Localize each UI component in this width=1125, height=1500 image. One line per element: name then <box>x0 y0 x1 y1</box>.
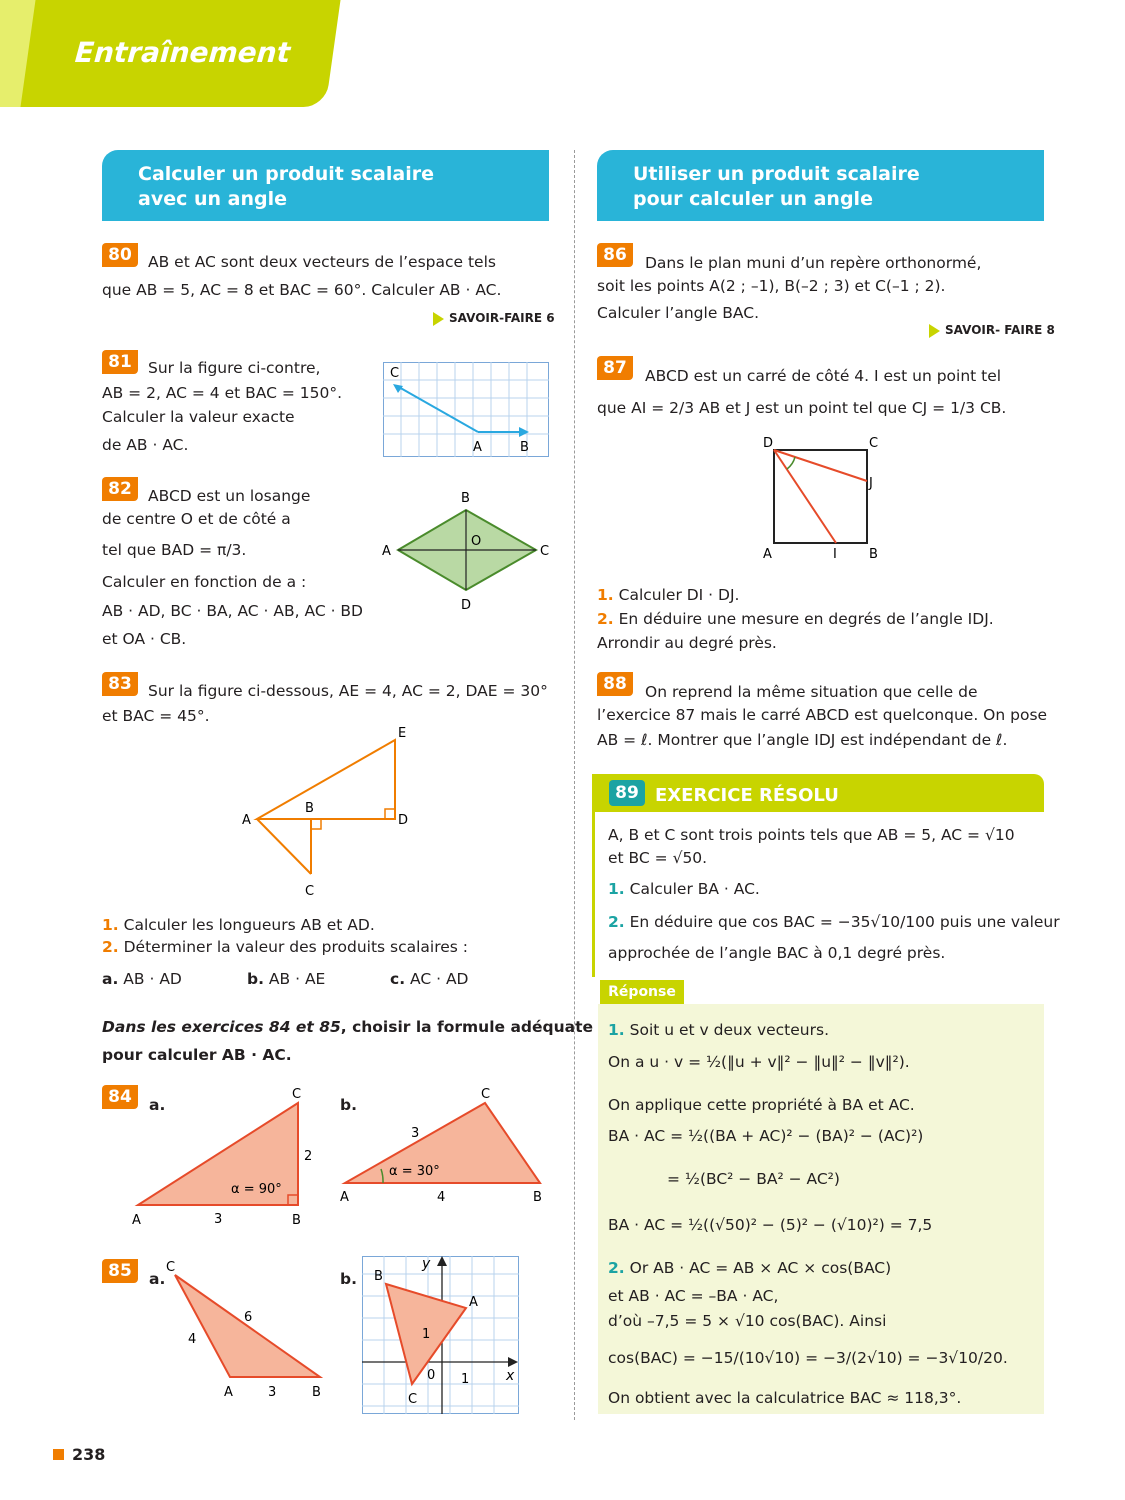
ex87-line1: ABCD est un carré de côté 4. I est un point tel <box>645 367 1002 385</box>
page-title: Entraînement <box>73 36 292 69</box>
ex85a-label-c: C <box>166 1260 176 1275</box>
play-icon <box>433 312 444 326</box>
ex87-q2: 2. En déduire une mesure en degrés de l’angle IDJ. <box>597 610 994 628</box>
right-section-title-1: Utiliser un produit scalaire <box>633 163 920 185</box>
ex82-label-b: B <box>461 491 470 506</box>
ex82-label-a: A <box>382 544 391 559</box>
ex89-q2b: approchée de l’angle BAC à 0,1 degré près. <box>608 944 946 962</box>
savoir-faire-8-link[interactable]: SAVOIR- FAIRE 8 <box>929 323 1055 338</box>
ex85b-axis-y: y <box>422 1256 431 1272</box>
intro-84-85-line2: pour calculer AB · AC. <box>102 1046 292 1064</box>
ex86-line2: soit les points A(2 ; –1), B(–2 ; 3) et C(–1 ; 2). <box>597 277 946 295</box>
ex83-qc: c. AC · AD <box>390 970 469 988</box>
ex81-label-b: B <box>520 440 529 455</box>
exercise-88-number: 88 <box>597 672 633 696</box>
ex84b-triangle <box>335 1083 550 1228</box>
ex85b-tick-y1: 1 <box>422 1327 431 1342</box>
ex84b-label-a: A <box>340 1190 349 1205</box>
ex82-label-d: D <box>461 598 472 613</box>
ex85b-label-c: C <box>408 1392 418 1407</box>
ex85a-side-ab: 3 <box>268 1385 277 1400</box>
ex85b-tick-x1: 1 <box>461 1372 470 1387</box>
ex85a-label-b: B <box>312 1385 321 1400</box>
ex80-line2: que AB = 5, AC = 8 et BAC = 60°. Calculer AB · AC. <box>102 281 502 299</box>
ex83-label-e: E <box>398 726 407 741</box>
ex82-label-c: C <box>540 544 550 559</box>
ex89-r8: et AB · AC = –BA · AC, <box>608 1287 779 1305</box>
exercise-83-number: 83 <box>102 672 138 696</box>
ex81-line2: AB = 2, AC = 4 et BAC = 150°. <box>102 384 343 402</box>
ex81-line1: Sur la figure ci-contre, <box>148 359 321 377</box>
ex88-line2: l’exercice 87 mais le carré ABCD est quelconque. On pose <box>597 706 1048 724</box>
ex89-r1: 1. Soit u et v deux vecteurs. <box>608 1021 829 1039</box>
intro-84-85-line1: Dans les exercices 84 et 85, choisir la formule adéquate <box>102 1018 594 1036</box>
ex85-b-label: b. <box>340 1270 357 1288</box>
ex81-line4: de AB · AC. <box>102 436 189 454</box>
ex89-r7: 2. Or AB · AC = AB × AC × cos(BAC) <box>608 1259 892 1277</box>
ex87-label-i: I <box>833 547 837 562</box>
ex84b-angle: α = 30° <box>389 1164 440 1179</box>
page-number: 238 <box>72 1445 106 1464</box>
ex89-r2: On a u · v = ½(‖u + v‖² − ‖u‖² − ‖v‖²). <box>608 1053 910 1071</box>
ex83-line2: et BAC = 45°. <box>102 707 210 725</box>
ex85b-label-b: B <box>374 1269 383 1284</box>
ex81-label-c: C <box>390 366 400 381</box>
ex89-q1: 1. Calculer BA · AC. <box>608 880 760 898</box>
ex87-label-b: B <box>869 547 878 562</box>
ex82-line2: de centre O et de côté a <box>102 510 291 528</box>
ex89-line2: et BC = √50. <box>608 849 708 867</box>
right-section-header <box>597 150 1044 221</box>
ex83-qa: a. AB · AD <box>102 970 182 988</box>
ex86-line1: Dans le plan muni d’un repère orthonormé, <box>645 254 982 272</box>
ex89-r10: cos(BAC) = −15/(10√10) = −3/(2√10) = −3√10/20. <box>608 1349 1008 1367</box>
ex81-line3: Calculer la valeur exacte <box>102 408 295 426</box>
ex83-q2: 2. Déterminer la valeur des produits scalaires : <box>102 938 469 956</box>
ex84b-side-ab: 4 <box>437 1190 446 1205</box>
ex89-title: EXERCICE RÉSOLU <box>655 785 839 806</box>
ex84a-triangle <box>125 1083 330 1228</box>
ex82-line4: Calculer en fonction de a : <box>102 573 307 591</box>
ex85b-origin: 0 <box>427 1368 436 1383</box>
ex83-label-d: D <box>398 813 409 828</box>
ex84-a-label: a. <box>149 1096 166 1114</box>
ex89-r4: BA · AC = ½((BA + AC)² − (BA)² − (AC)²) <box>608 1127 924 1145</box>
ex87-label-d: D <box>763 436 774 451</box>
ex84b-side-ac: 3 <box>411 1126 420 1141</box>
ex87-q1: 1. Calculer DI · DJ. <box>597 586 740 604</box>
page-number-marker <box>53 1449 64 1460</box>
ex89-answer-label: Réponse <box>600 980 684 1004</box>
ex87-label-c: C <box>869 436 879 451</box>
exercise-85-number: 85 <box>102 1259 138 1283</box>
ex84a-side-bc: 2 <box>304 1149 313 1164</box>
ex89-r11: On obtient avec la calculatrice BAC ≈ 118,3°. <box>608 1389 962 1407</box>
ex85a-triangle <box>160 1255 335 1403</box>
ex84b-label-b: B <box>533 1190 542 1205</box>
ex88-line3: AB = ℓ. Montrer que l’angle IDJ est indépendant de ℓ. <box>597 731 1008 749</box>
ex85b-grid-figure <box>362 1256 519 1414</box>
exercise-80-number: 80 <box>102 243 138 267</box>
play-icon <box>929 324 940 338</box>
ex84-b-label: b. <box>340 1096 357 1114</box>
ex83-q1: 1. Calculer les longueurs AB et AD. <box>102 916 375 934</box>
exercise-81-number: 81 <box>102 350 138 374</box>
column-divider <box>574 150 575 1420</box>
ex89-r9: d’où –7,5 = 5 × √10 cos(BAC). Ainsi <box>608 1312 887 1330</box>
ex86-line3: Calculer l’angle BAC. <box>597 304 759 322</box>
left-section-title-1: Calculer un produit scalaire <box>138 163 434 185</box>
exercise-89-number: 89 <box>609 780 645 806</box>
ex84a-angle: α = 90° <box>231 1182 282 1197</box>
ex89-r5: = ½(BC² − BA² − AC²) <box>667 1170 840 1188</box>
ex82-rhombus-figure <box>378 485 553 615</box>
ex89-q2: 2. En déduire que cos BAC = −35√10/100 puis une valeur <box>608 913 1060 931</box>
right-section-title-2: pour calculer un angle <box>633 188 873 210</box>
ex83-line1: Sur la figure ci-dessous, AE = 4, AC = 2, DAE = 30° <box>148 682 548 700</box>
exercise-84-number: 84 <box>102 1085 138 1109</box>
ex83-qb: b. AB · AE <box>247 970 326 988</box>
ex84a-label-a: A <box>132 1213 141 1228</box>
exercise-82-number: 82 <box>102 477 138 501</box>
ex85b-label-a: A <box>469 1295 478 1310</box>
savoir-faire-6-link[interactable]: SAVOIR-FAIRE 6 <box>433 311 555 326</box>
ex83-label-b: B <box>305 801 314 816</box>
ex87-label-a: A <box>763 547 772 562</box>
ex80-line1: AB et AC sont deux vecteurs de l’espace tels <box>148 253 496 271</box>
ex89-r6: BA · AC = ½((√50)² − (5)² − (√10)²) = 7,5 <box>608 1216 933 1234</box>
ex84b-label-c: C <box>481 1087 491 1102</box>
ex84a-label-b: B <box>292 1213 301 1228</box>
ex81-label-a: A <box>473 440 482 455</box>
ex85a-label-a: A <box>224 1385 233 1400</box>
ex84a-label-c: C <box>292 1087 302 1102</box>
ex82-label-o: O <box>471 534 482 549</box>
ex81-figure <box>383 362 549 457</box>
ex85-a-label: a. <box>149 1270 166 1288</box>
ex84a-side-ab: 3 <box>214 1212 223 1227</box>
ex87-line2: que AI = 2/3 AB et J est un point tel que CJ = 1/3 CB. <box>597 399 1007 417</box>
ex87-label-j: J <box>869 476 873 491</box>
ex89-line1: A, B et C sont trois points tels que AB = 5, AC = √10 <box>608 826 1015 844</box>
exercise-87-number: 87 <box>597 356 633 380</box>
ex82-line3: tel que BAD = π/3. <box>102 541 247 559</box>
ex87-q2b: Arrondir au degré près. <box>597 634 777 652</box>
ex82-line5: AB · AD, BC · BA, AC · AB, AC · BD <box>102 602 363 620</box>
left-section-header <box>102 150 549 221</box>
ex85a-side-bc: 6 <box>244 1310 253 1325</box>
ex85b-axis-x: x <box>506 1368 515 1384</box>
ex82-line6: et OA · CB. <box>102 630 187 648</box>
ex85a-side-ac: 4 <box>188 1332 197 1347</box>
left-section-title-2: avec un angle <box>138 188 287 210</box>
ex83-label-a: A <box>242 813 251 828</box>
exercise-86-number: 86 <box>597 243 633 267</box>
ex82-line1: ABCD est un losange <box>148 487 311 505</box>
ex89-r3: On applique cette propriété à BA et AC. <box>608 1096 915 1114</box>
ex83-figure <box>235 722 425 902</box>
ex88-line1: On reprend la même situation que celle de <box>645 683 978 701</box>
ex87-square-figure <box>755 432 890 564</box>
ex83-label-c: C <box>305 884 315 899</box>
